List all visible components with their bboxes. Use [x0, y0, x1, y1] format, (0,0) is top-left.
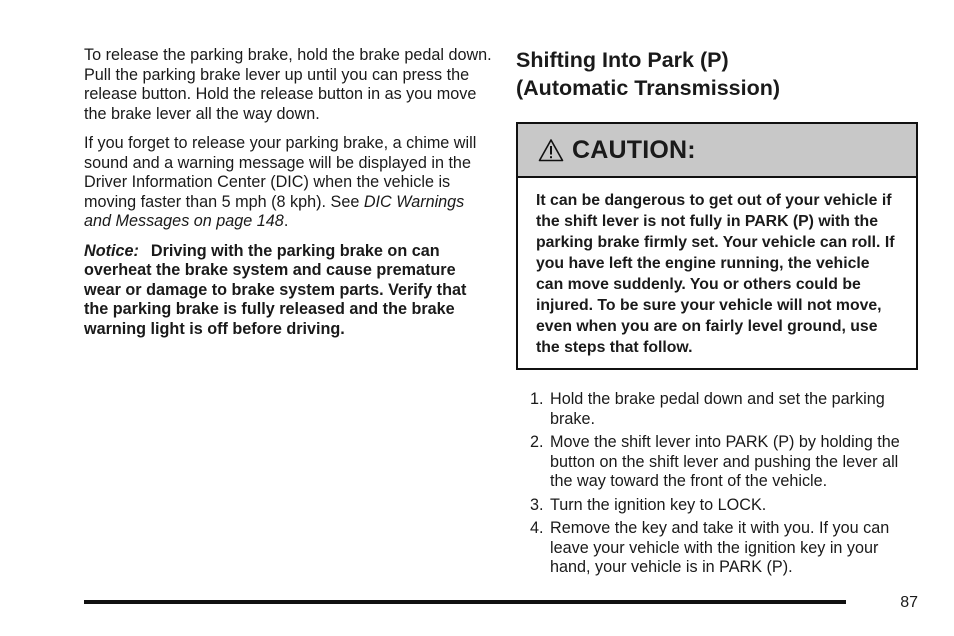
parking-brake-release-paragraph: To release the parking brake, hold the brake pedal down. Pull the parking brake lever up until you can press the release button. Hold the release button in as you move the brake lever all the way down.: [84, 46, 492, 123]
step-number: 1.: [530, 390, 544, 408]
chime-text: If you forget to release your parking brake, a chime will sound and a warning message will be displayed in the Driver Information Center (DIC) when the vehicle is moving faster than 5 mph (8 kph). See: [84, 134, 477, 211]
right-column: [516, 46, 918, 582]
list-item: [516, 519, 918, 578]
chime-text-end: .: [283, 212, 289, 230]
dic-warnings-reference: DIC Warnings and Messages on page 148: [84, 192, 465, 230]
notice-paragraph: [84, 242, 494, 340]
step-text: Hold the brake pedal down and set the parking brake.: [550, 390, 885, 428]
step-text: Remove the key and take it with you. If you can leave your vehicle with the ignition key in your hand, your vehicle is in PARK (P).: [550, 519, 890, 576]
left-column: [84, 46, 494, 349]
list-item: [516, 433, 918, 492]
list-item: [516, 496, 918, 516]
notice-text: Driving with the parking brake on can overheat the brake system and cause premature wear or damage to brake system parts. Verify that the parking brake is fully released and the brake warning light is off before driving.: [84, 241, 467, 338]
notice-label: Notice:: [84, 241, 139, 260]
caution-title: CAUTION:: [572, 135, 696, 164]
warning-triangle-icon: [538, 138, 564, 162]
caution-header: [518, 124, 916, 178]
section-title: [516, 46, 918, 102]
page-number: 87: [900, 594, 918, 611]
section-title-line2: (Automatic Transmission): [516, 76, 781, 100]
step-text: Turn the ignition key to LOCK.: [550, 495, 767, 514]
caution-body: It can be dangerous to get out of your vehicle if the shift lever is not fully in PARK (P) with the parking brake firmly set. Your vehicle can roll. If you have left the engine running, the vehicle can move suddenly. You or others could be injured. To be sure your vehicle will not move, even when you are on fairly level ground, use the steps that follow.: [536, 192, 895, 356]
caution-box: [516, 122, 918, 370]
step-text: Move the shift lever into PARK (P) by holding the button on the shift lever and pushing the lever all the way toward the front of the vehicle.: [550, 433, 900, 490]
step-number: 4.: [530, 519, 544, 537]
section-title-line1: Shifting Into Park (P): [516, 48, 729, 72]
steps-list: [516, 390, 918, 578]
step-number: 3.: [530, 495, 544, 514]
list-item: [516, 390, 918, 429]
footer-divider: [84, 600, 846, 604]
parking-brake-chime-paragraph: [84, 134, 494, 232]
step-number: 2.: [530, 433, 544, 451]
